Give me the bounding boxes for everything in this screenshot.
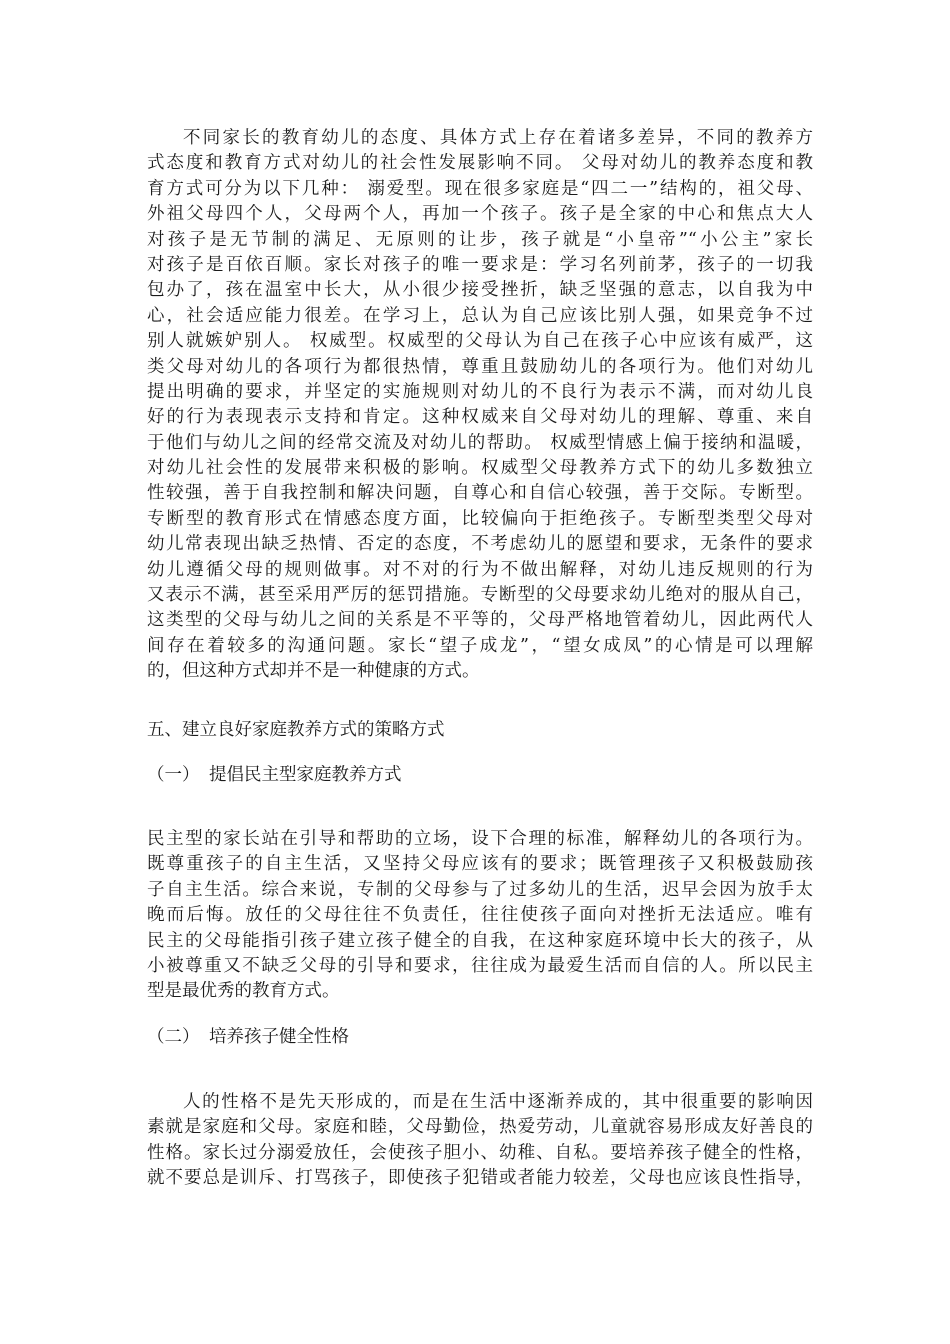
text-line: 民主的父母能指引孩子建立孩子健全的自我，在这种家庭环境中长大的孩子，从 bbox=[147, 930, 813, 951]
text-line: 小被尊重又不缺乏父母的引导和要求，往往成为最爱生活而自信的人。所以民主 bbox=[147, 955, 813, 976]
text-line: 间存在着较多的沟通问题。家长“望子成龙”，“望女成凤”的心情是可以理解 bbox=[147, 635, 813, 656]
text-line: 的，但这种方式却并不是一种健康的方式。 bbox=[147, 661, 480, 682]
subsection-number: （二） bbox=[147, 1027, 200, 1047]
text-line: 既尊重孩子的自主生活，又坚持父母应该有的要求；既管理孩子又积极鼓励孩 bbox=[147, 854, 813, 875]
text-line: 对孩子是无节制的满足、无原则的让步，孩子就是“小皇帝”“小公主”家长 bbox=[147, 229, 813, 250]
text-line: 幼儿遵循父母的规则做事。对不对的行为不做出解释，对幼儿违反规则的行为 bbox=[147, 559, 813, 580]
subsection-title: 提倡民主型家庭教养方式 bbox=[209, 765, 402, 785]
section-heading: 五、建立良好家庭教养方式的策略方式 bbox=[147, 720, 445, 740]
text-line: 提出明确的要求，并坚定的实施规则对幼儿的不良行为表示不满，而对幼儿良 bbox=[147, 381, 813, 402]
text-line: 类父母对幼儿的各项行为都很热情，尊重且鼓励幼儿的各项行为。他们对幼儿 bbox=[147, 356, 813, 377]
text-line: 人的性格不是先天形成的，而是在生活中逐渐养成的，其中很重要的影响因 bbox=[183, 1092, 813, 1112]
text-line: 好的行为表现表示支持和肯定。这种权威来自父母对幼儿的理解、尊重、来自 bbox=[147, 407, 813, 428]
paragraph-parenting-styles bbox=[147, 126, 813, 685]
text-line: 又表示不满，甚至采用严厉的惩罚措施。专断型的父母要求幼儿绝对的服从自己， bbox=[147, 585, 813, 606]
text-line: 型是最优秀的教育方式。 bbox=[147, 981, 340, 1002]
text-line: 就不要总是训斥、打骂孩子，即使孩子犯错或者能力较差，父母也应该良性指导， bbox=[147, 1168, 813, 1189]
text-line: 对幼儿社会性的发展带来积极的影响。权威型父母教养方式下的幼儿多数独立 bbox=[147, 458, 813, 479]
text-line: 性较强，善于自我控制和解决问题，自尊心和自信心较强，善于交际。专断型。 bbox=[147, 483, 813, 504]
text-line: 幼儿常表现出缺乏热情、否定的态度，不考虑幼儿的愿望和要求，无条件的要求 bbox=[147, 534, 813, 555]
text-line: 不同家长的教育幼儿的态度、具体方式上存在着诸多差异，不同的教养方 bbox=[183, 128, 813, 148]
text-line: 育方式可分为以下几种： 溺爱型。现在很多家庭是“四二一”结构的，祖父母、 bbox=[147, 178, 813, 199]
subsection-heading-1 bbox=[147, 763, 402, 788]
text-line: 外祖父母四个人，父母两个人，再加一个孩子。孩子是全家的中心和焦点大人 bbox=[147, 204, 813, 225]
text-line: 这类型的父母与幼儿之间的关系是不平等的，父母严格地管着幼儿，因此两代人 bbox=[147, 610, 813, 631]
text-line: 民主型的家长站在引导和帮助的立场，设下合理的标准，解释幼儿的各项行为。 bbox=[147, 829, 813, 849]
text-line: 专断型的教育形式在情感态度方面，比较偏向于拒绝孩子。专断型类型父母对 bbox=[147, 508, 813, 529]
text-line: 包办了，孩在温室中长大，从小很少接受挫折，缺乏坚强的意志，以自我为中 bbox=[147, 280, 813, 301]
text-line: 晚而后悔。放任的父母往往不负责任，往往使孩子面向对挫折无法适应。唯有 bbox=[147, 905, 813, 926]
text-line: 素就是家庭和父母。家庭和睦，父母勤俭，热爱劳动，儿童就容易形成友好善良的 bbox=[147, 1117, 813, 1138]
text-line: 式态度和教育方式对幼儿的社会性发展影响不同。 父母对幼儿的教养态度和教 bbox=[147, 153, 813, 174]
text-line: 于他们与幼儿之间的经常交流及对幼儿的帮助。 权威型情感上偏于接纳和温暖， bbox=[147, 432, 813, 453]
subsection-number: （一） bbox=[147, 765, 200, 785]
text-line: 子自主生活。综合来说，专制的父母参与了过多幼儿的生活，迟早会因为放手太 bbox=[147, 879, 813, 900]
paragraph-personality bbox=[147, 1090, 813, 1192]
text-line: 对孩子是百依百顺。家长对孩子的唯一要求是：学习名列前茅，孩子的一切我 bbox=[147, 254, 813, 275]
text-line: 心，社会适应能力很差。在学习上，总认为自己应该比别人强，如果竞争不过 bbox=[147, 305, 813, 326]
text-line: 别人就嫉妒别人。 权威型。权威型的父母认为自己在孩子心中应该有威严，这 bbox=[147, 331, 813, 352]
subsection-heading-2 bbox=[147, 1025, 349, 1050]
subsection-title: 培养孩子健全性格 bbox=[209, 1027, 349, 1047]
text-line: 性格。家长过分溺爱放任，会使孩子胆小、幼稚、自私。要培养孩子健全的性格， bbox=[147, 1142, 813, 1163]
paragraph-democratic-style bbox=[147, 827, 813, 1005]
